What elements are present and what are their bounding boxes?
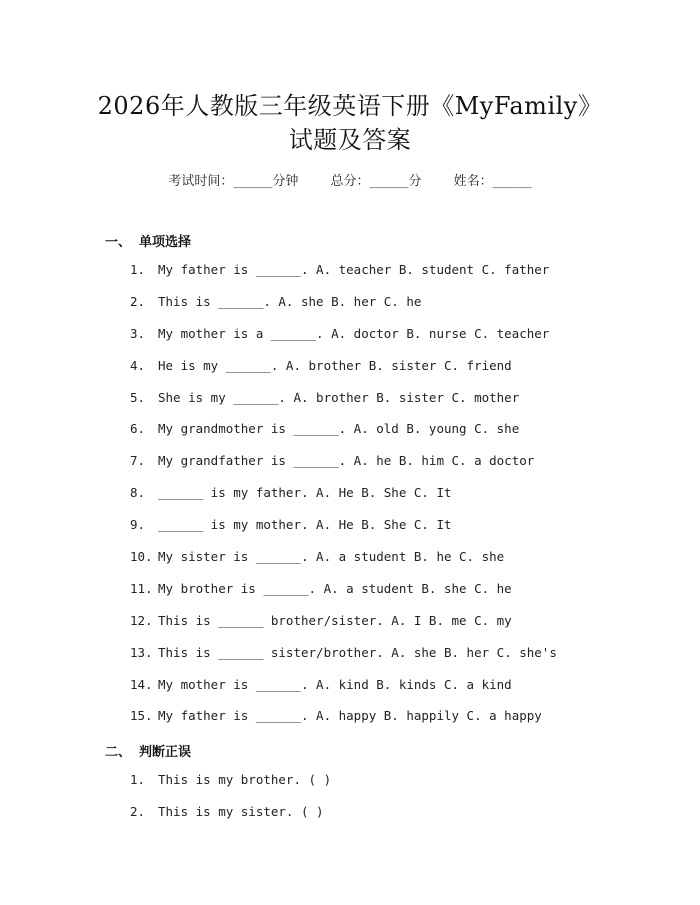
question-item [130, 645, 557, 677]
question-number: 5. [130, 389, 146, 405]
question-text: My grandmother is ______. A. old B. young C. she [158, 421, 520, 437]
question-number: 9. [130, 517, 146, 533]
question-text: My sister is ______. A. a student B. he C. she [158, 549, 505, 565]
question-text: This is ______ sister/brother. A. she B. her C. she's [158, 644, 557, 660]
question-item [130, 549, 557, 581]
question-number: 7. [130, 453, 146, 469]
question-item [130, 262, 557, 294]
exam-time-field: 考试时间：______分钟 [168, 174, 299, 189]
question-text: My mother is ______. A. kind B. kinds C. a kind [158, 676, 512, 692]
question-number: 2. [130, 293, 146, 309]
question-item [130, 677, 557, 709]
question-item [130, 804, 331, 836]
question-text: My brother is ______. A. a student B. she C. he [158, 580, 512, 596]
question-text: My grandfather is ______. A. he B. him C. a doctor [158, 453, 535, 469]
document-title: 2026年人教版三年级英语下册《MyFamily》 [97, 92, 603, 120]
question-item [130, 453, 557, 485]
question-number: 2. [130, 803, 146, 819]
question-text: This is ______ brother/sister. A. I B. me C. my [158, 612, 512, 628]
question-text: This is my brother. ( ) [158, 772, 332, 787]
question-item [130, 772, 331, 804]
section-number: 一、 [105, 235, 132, 250]
section-title: 判断正误 [139, 745, 192, 760]
question-number: 10. [130, 549, 153, 565]
true-false-question-list [130, 772, 331, 836]
question-text: ______ is my mother. A. He B. She C. It [158, 517, 452, 533]
question-item [130, 485, 557, 517]
question-item [130, 390, 557, 422]
question-item [130, 326, 557, 358]
question-text: My father is ______. A. happy B. happily C. a happy [158, 708, 542, 724]
question-number: 13. [130, 644, 153, 660]
section-heading-single-choice [105, 231, 191, 250]
question-text: This is ______. A. she B. her C. he [158, 293, 422, 309]
question-item [130, 517, 557, 549]
question-number: 12. [130, 612, 153, 628]
question-number: 3. [130, 325, 146, 341]
single-choice-question-list [130, 262, 557, 740]
question-item [130, 294, 557, 326]
question-number: 11. [130, 580, 153, 596]
question-text: She is my ______. A. brother B. sister C. mother [158, 389, 520, 405]
question-text: My mother is a ______. A. doctor B. nurse C. teacher [158, 325, 550, 341]
question-item [130, 358, 557, 390]
question-number: 1. [130, 772, 146, 787]
question-item [130, 581, 557, 613]
question-text: My father is ______. A. teacher B. student C. father [158, 262, 550, 277]
question-item [130, 421, 557, 453]
question-number: 8. [130, 485, 146, 501]
question-text: ______ is my father. A. He B. She C. It [158, 485, 452, 501]
question-text: This is my sister. ( ) [158, 803, 324, 819]
question-item [130, 708, 557, 740]
section-heading-true-false [105, 741, 191, 760]
question-number: 14. [130, 676, 153, 692]
section-title: 单项选择 [139, 235, 192, 250]
student-name-field: 姓名：______ [453, 174, 532, 189]
total-score-field: 总分：______分 [330, 174, 422, 189]
exam-meta [0, 170, 700, 189]
question-text: He is my ______. A. brother B. sister C. friend [158, 357, 512, 373]
question-number: 6. [130, 421, 146, 437]
question-number: 1. [130, 262, 146, 277]
document-subtitle: 试题及答案 [288, 126, 412, 154]
question-number: 4. [130, 357, 146, 373]
question-number: 15. [130, 708, 153, 724]
section-number: 二、 [105, 745, 132, 760]
question-item [130, 613, 557, 645]
